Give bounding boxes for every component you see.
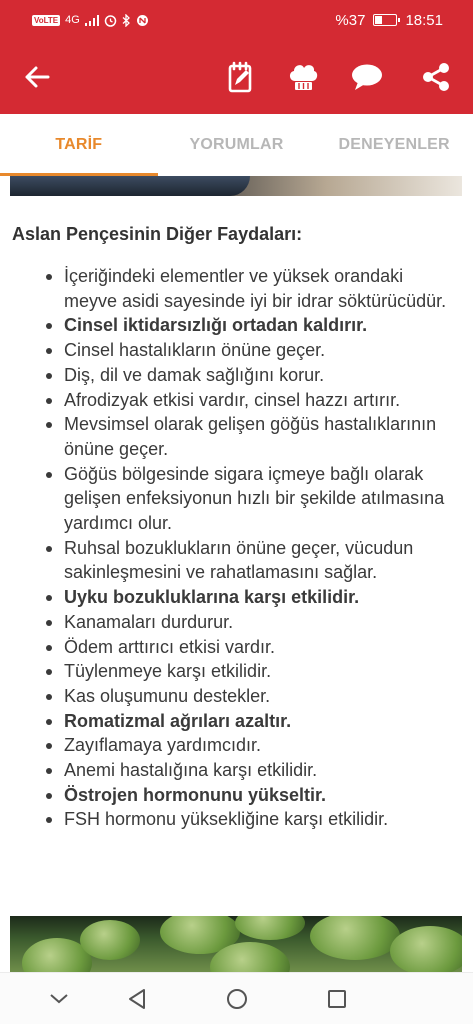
chef-hat-icon (285, 59, 321, 95)
share-icon (419, 60, 453, 94)
list-item: Ödem arttırıcı etkisi vardır. (0, 635, 473, 660)
back-arrow-icon (20, 60, 54, 94)
list-item: Uyku bozukluklarına karşı etkilidir. (0, 585, 473, 610)
home-circle-icon (225, 987, 249, 1011)
tab-tarif[interactable]: TARİF (0, 114, 158, 176)
list-item: Cinsel hastalıkların önüne geçer. (0, 338, 473, 363)
list-item: Tüylenmeye karşı etkilidir. (0, 659, 473, 684)
collapse-chevron-icon (48, 992, 70, 1006)
volte-badge: VoLTE (34, 15, 59, 25)
clock: 18:51 (405, 11, 443, 29)
recipe-image-top (10, 176, 462, 196)
signal-icon (85, 15, 99, 26)
notes-icon (226, 60, 256, 94)
status-right (335, 12, 443, 29)
share-button[interactable] (417, 58, 455, 96)
back-button[interactable] (20, 60, 54, 94)
list-item: Anemi hastalığına karşı etkilidir. (0, 758, 473, 783)
list-item: Romatizmal ağrıları azaltır. (0, 709, 473, 734)
status-indicators (32, 14, 149, 27)
alarm-icon (104, 14, 117, 27)
list-item: Zayıflamaya yardımcıdır. (0, 733, 473, 758)
list-item: İçeriğindeki elementler ve yüksek orandaki meyve asidi sayesinde iyi bir idrar söktürücüdür. (0, 264, 473, 313)
nav-home-button[interactable] (223, 985, 251, 1013)
tab-bar (0, 114, 473, 176)
battery-percent: %37 (335, 11, 366, 29)
collapse-button[interactable] (45, 985, 73, 1013)
tab-yorumlar[interactable]: YORUMLAR (189, 136, 284, 153)
notes-button[interactable] (222, 58, 260, 96)
list-item: Kanamaları durdurur. (0, 610, 473, 635)
plant-image (10, 916, 462, 972)
benefits-list (0, 264, 473, 832)
system-nav-bar (0, 972, 473, 1024)
nfc-icon (136, 14, 149, 27)
list-item: Mevsimsel olarak gelişen göğüs hastalıklarının önüne geçer. (0, 412, 473, 461)
status-bar (0, 0, 473, 40)
tab-deneyenler[interactable]: DENEYENLER (338, 136, 450, 153)
chef-button[interactable] (284, 58, 322, 96)
list-item: Göğüs bölgesinde sigara içmeye bağlı olarak gelişen enfeksiyonun hızlı bir şekilde atılmasına yardımcı olur. (0, 462, 473, 536)
comment-button[interactable] (348, 58, 386, 96)
network-type: 4G (65, 14, 80, 26)
list-item: FSH hormonu yüksekliğine karşı etkilidir. (0, 807, 473, 832)
nav-recents-button[interactable] (323, 985, 351, 1013)
recents-square-icon (325, 987, 349, 1011)
battery-icon (373, 14, 397, 26)
list-item: Afrodizyak etkisi vardır, cinsel hazzı artırır. (0, 388, 473, 413)
back-triangle-icon (125, 987, 149, 1011)
list-item: Cinsel iktidarsızlığı ortadan kaldırır. (0, 313, 473, 338)
list-item: Kas oluşumunu destekler. (0, 684, 473, 709)
app-bar (0, 40, 473, 114)
list-item: Östrojen hormonunu yükseltir. (0, 783, 473, 808)
section-heading: Aslan Pençesinin Diğer Faydaları: (12, 224, 303, 244)
nav-back-button[interactable] (123, 985, 151, 1013)
list-item: Ruhsal bozuklukların önüne geçer, vücudun sakinleşmesini ve rahatlamasını sağlar. (0, 536, 473, 585)
list-item: Diş, dil ve damak sağlığını korur. (0, 363, 473, 388)
comment-icon (349, 61, 385, 93)
bluetooth-icon (122, 14, 131, 27)
